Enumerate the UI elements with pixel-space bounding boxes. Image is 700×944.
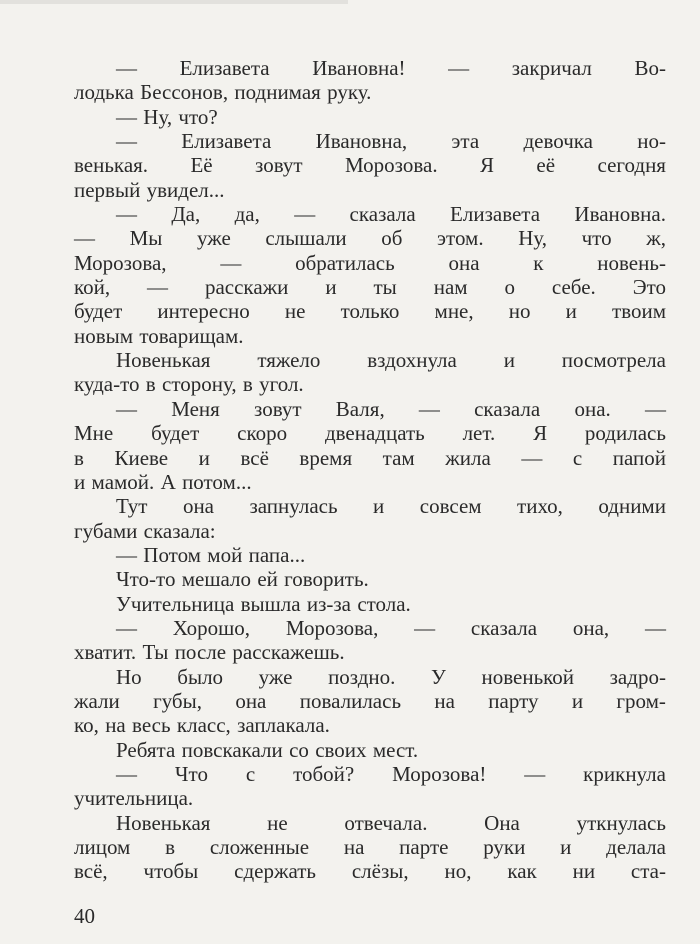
word: будет	[74, 299, 123, 324]
word: говорить.	[284, 567, 369, 592]
word: но	[508, 299, 531, 324]
word: сказала	[474, 396, 541, 421]
word: Хорошо,	[172, 615, 251, 640]
text-line	[74, 105, 666, 129]
word: Мне	[74, 421, 114, 446]
word: хватит.	[74, 640, 137, 665]
word: увидел...	[146, 177, 225, 202]
word: угол.	[259, 372, 304, 397]
word: Ребята	[116, 737, 176, 762]
word: родилась	[584, 421, 666, 446]
word: она,	[572, 615, 610, 640]
text-line	[74, 786, 666, 810]
word: её	[536, 153, 556, 178]
text-line	[74, 494, 666, 518]
word: ты	[373, 275, 397, 300]
word: она	[448, 250, 480, 275]
word: парту	[488, 688, 539, 713]
word: сказала:	[143, 518, 216, 543]
word: да,	[234, 202, 260, 227]
word: сегодня	[597, 153, 666, 178]
word: что	[581, 226, 612, 251]
word: гром-	[616, 688, 666, 713]
word: Ты	[142, 640, 169, 665]
word: весь	[132, 713, 171, 738]
word: поздно.	[328, 664, 396, 689]
word: Елизавета	[179, 56, 270, 80]
word: Бессонов,	[140, 80, 229, 105]
word: в	[74, 445, 84, 470]
word: Ивановна.	[574, 202, 666, 227]
word: —	[116, 56, 137, 80]
word: первый	[74, 177, 141, 202]
word: Ну,	[143, 104, 173, 129]
text-line	[74, 372, 666, 396]
word: повскакали	[181, 737, 283, 762]
text-line	[74, 56, 666, 80]
word: там	[382, 445, 415, 470]
word: Ну,	[518, 226, 548, 251]
word: вздохнула	[367, 348, 457, 373]
word: не	[284, 299, 306, 324]
word: всё	[240, 445, 269, 470]
word: Киеве	[114, 445, 169, 470]
word: что?	[178, 104, 218, 129]
word: и	[325, 275, 337, 300]
word: в	[145, 372, 156, 397]
word: ни	[572, 859, 596, 884]
word: заплакала.	[237, 713, 330, 738]
word: —	[521, 445, 543, 470]
word: время	[299, 445, 353, 470]
text-line	[74, 129, 666, 153]
word: Я	[479, 153, 494, 178]
word: —	[116, 104, 137, 129]
text-line	[74, 324, 666, 348]
word: венькая.	[74, 153, 149, 178]
word: Морозова,	[285, 615, 379, 640]
word: лет.	[462, 421, 496, 446]
text-line	[74, 421, 666, 445]
text-line	[74, 713, 666, 737]
word: закричал	[511, 56, 592, 80]
word: —	[74, 226, 95, 251]
word: губы,	[153, 688, 202, 713]
word: сторону,	[162, 372, 237, 397]
word: товарищам.	[139, 323, 244, 348]
word: ста-	[630, 859, 666, 884]
word: руку.	[327, 80, 372, 105]
word: Что-то	[116, 567, 176, 592]
word: поднимая	[234, 80, 321, 105]
word: но,	[444, 859, 472, 884]
word: она	[182, 494, 214, 519]
word: нам	[433, 275, 468, 300]
word: Тут	[116, 494, 148, 519]
text-line	[74, 762, 666, 786]
word: жила	[445, 445, 491, 470]
word: зовут	[254, 396, 302, 421]
word: Да,	[171, 202, 201, 227]
word: лицом	[74, 835, 131, 859]
word: Валя,	[335, 396, 385, 421]
word: губами	[74, 518, 138, 543]
word: мест.	[372, 737, 419, 762]
word: —	[418, 396, 440, 421]
word: Ивановна,	[315, 129, 408, 154]
word: Меня	[171, 396, 220, 421]
word: Она	[484, 810, 520, 835]
word: уже	[196, 226, 231, 251]
text-line	[74, 202, 666, 226]
text-line	[74, 275, 666, 299]
text-line	[74, 859, 666, 883]
word: всё,	[74, 859, 108, 884]
text-line	[74, 397, 666, 421]
word: сказала	[470, 615, 538, 640]
word: жали	[74, 688, 120, 713]
word: тихо,	[517, 494, 563, 519]
word: с	[245, 761, 256, 786]
word: —	[220, 250, 242, 275]
word: расскажешь.	[232, 640, 345, 665]
word: Морозова,	[74, 250, 167, 275]
word: Но	[116, 664, 142, 689]
word: класс,	[176, 713, 231, 738]
text-line	[74, 592, 666, 616]
word: тобой?	[293, 761, 355, 786]
word: парте	[399, 835, 449, 859]
word: Потом	[143, 542, 201, 567]
word: отвечала.	[344, 810, 428, 835]
word: было	[177, 664, 224, 689]
word: после	[174, 640, 227, 665]
word: будет	[151, 421, 200, 446]
text-line	[74, 665, 666, 689]
word: и	[373, 494, 385, 519]
word: ей	[257, 567, 278, 592]
word: посмотрела	[561, 348, 666, 373]
word: она	[235, 688, 267, 713]
word: и	[560, 835, 572, 859]
text-line	[74, 738, 666, 762]
word: —	[116, 202, 137, 227]
text-line	[74, 226, 666, 250]
word: только	[340, 299, 400, 324]
word: Что	[174, 761, 208, 786]
word: Во-	[634, 56, 666, 80]
word: —	[414, 615, 436, 640]
word: —	[524, 761, 546, 786]
word: Елизавета	[181, 129, 272, 154]
text-line	[74, 616, 666, 640]
word: новенькой	[481, 664, 575, 689]
word: Новенькая	[116, 810, 211, 835]
word: и	[565, 299, 577, 324]
word: запнулась	[249, 494, 338, 519]
word: повалилась	[299, 688, 402, 713]
word: она.	[574, 396, 611, 421]
page-body-text	[74, 56, 666, 884]
word: потом...	[182, 469, 252, 494]
word: папой	[612, 445, 666, 470]
word: твоим	[612, 299, 666, 324]
word: на	[343, 835, 365, 859]
word: но-	[637, 129, 666, 154]
word: и	[571, 688, 584, 713]
word: мешало	[181, 567, 252, 592]
word: Её	[190, 153, 213, 178]
text-line	[74, 348, 666, 372]
word: этом.	[437, 226, 484, 251]
word: мой	[207, 542, 243, 567]
word: —	[116, 761, 137, 786]
word: Морозова.	[345, 153, 438, 178]
word: уткнулась	[576, 810, 666, 835]
text-line	[74, 567, 666, 591]
word: эта	[451, 129, 480, 154]
word: совсем	[419, 494, 482, 519]
word: У	[431, 664, 446, 689]
text-line	[74, 811, 666, 835]
text-line	[74, 519, 666, 543]
word: уже	[258, 664, 293, 689]
word: интересно	[157, 299, 250, 324]
word: Елизавета	[450, 202, 541, 227]
word: папа...	[248, 542, 306, 567]
word: кой,	[74, 275, 111, 300]
text-line	[74, 640, 666, 664]
word: зовут	[255, 153, 303, 178]
text-line	[74, 543, 666, 567]
word: слёзы,	[351, 859, 409, 884]
word: —	[448, 56, 470, 80]
word: —	[116, 615, 137, 640]
word: Это	[632, 275, 666, 300]
word: к	[533, 250, 544, 275]
text-line	[74, 470, 666, 494]
word: не	[267, 810, 288, 835]
word: и	[503, 348, 515, 373]
word: со	[289, 737, 309, 762]
text-line	[74, 299, 666, 323]
page-number: 40	[74, 904, 95, 928]
word: об	[381, 226, 403, 251]
word: Я	[533, 421, 548, 446]
word: слышали	[265, 226, 347, 251]
word: на	[434, 688, 455, 713]
word: мне,	[434, 299, 474, 324]
word: из-за	[306, 591, 352, 616]
word: новым	[74, 323, 134, 348]
word: своих	[315, 737, 367, 762]
word: Морозова!	[392, 761, 487, 786]
word: —	[116, 396, 137, 421]
word: мамой.	[91, 469, 155, 494]
word: —	[116, 542, 137, 567]
word: Мы	[129, 226, 163, 251]
word: ж,	[646, 226, 666, 251]
word: А	[160, 469, 176, 494]
word: двенадцать	[324, 421, 425, 446]
word: в	[242, 372, 253, 397]
word: девочка	[523, 129, 593, 154]
word: учительница.	[74, 786, 194, 811]
word: —	[644, 396, 666, 421]
word: расскажи	[204, 275, 289, 300]
word: на	[105, 713, 126, 738]
text-line	[74, 153, 666, 177]
word: сказала	[349, 202, 416, 227]
word: —	[644, 615, 666, 640]
word: одними	[598, 494, 666, 519]
word: Учительница	[116, 591, 235, 616]
word: и	[74, 469, 86, 494]
word: скоро	[237, 421, 288, 446]
text-line	[74, 689, 666, 713]
text-line	[74, 835, 666, 859]
word: —	[116, 129, 137, 154]
text-line	[74, 80, 666, 104]
word: о	[504, 275, 515, 300]
text-line	[74, 178, 666, 202]
word: Ивановна!	[312, 56, 406, 80]
word: в	[165, 835, 176, 859]
word: вышла	[240, 591, 301, 616]
word: стола.	[357, 591, 411, 616]
word: —	[294, 202, 316, 227]
top-edge-rule	[0, 0, 348, 4]
word: руки	[483, 835, 526, 859]
word: крикнула	[583, 761, 666, 786]
word: сдержать	[234, 859, 317, 884]
word: себе.	[551, 275, 596, 300]
word: —	[147, 275, 169, 300]
word: обратилась	[295, 250, 395, 275]
word: куда-то	[74, 372, 140, 397]
word: как	[507, 859, 537, 884]
word: сложенные	[209, 835, 310, 859]
word: делала	[606, 835, 666, 859]
word: с	[572, 445, 583, 470]
word: задро-	[609, 664, 666, 689]
word: и	[198, 445, 210, 470]
word: лодька	[74, 80, 134, 105]
text-line	[74, 251, 666, 275]
word: ко,	[74, 713, 99, 738]
word: тяжело	[257, 348, 321, 373]
word: чтобы	[143, 859, 199, 884]
word: Новенькая	[116, 348, 211, 373]
text-line	[74, 446, 666, 470]
word: новень-	[597, 250, 666, 275]
